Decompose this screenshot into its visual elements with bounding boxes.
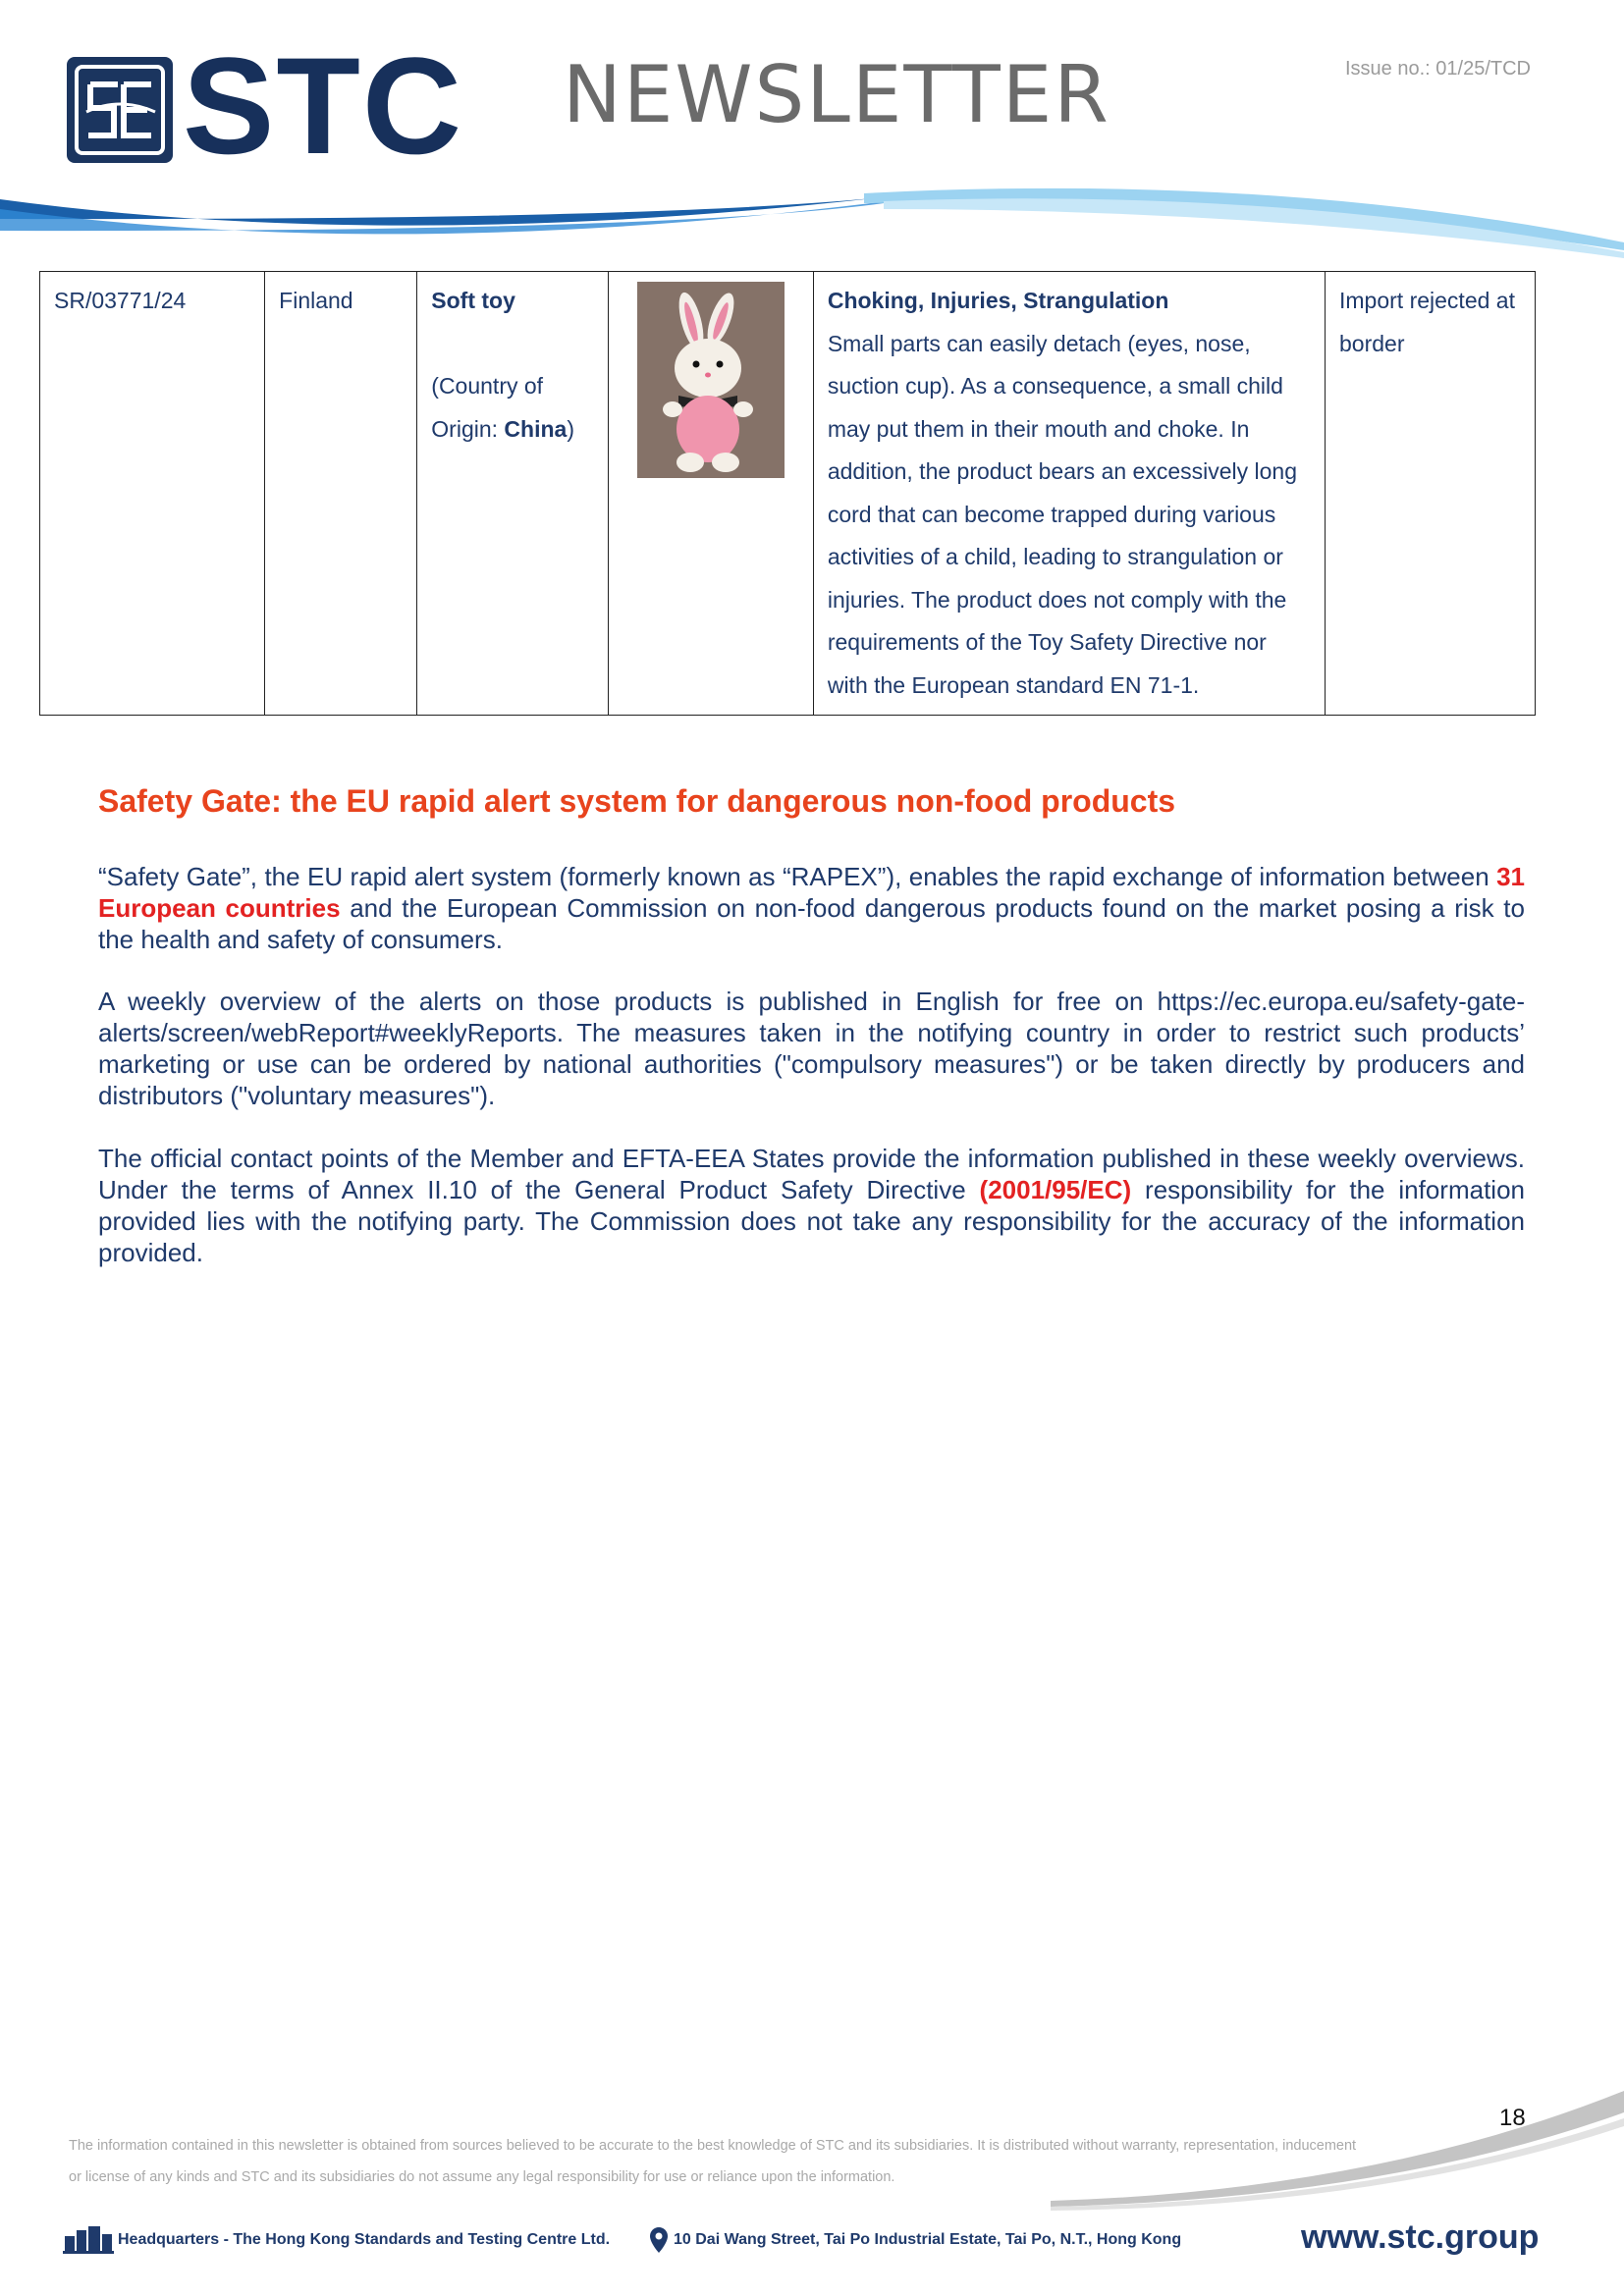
section-heading: Safety Gate: the EU rapid alert system for dangerous non-food products [98,783,1176,819]
notifying-country: Finland [265,272,417,716]
origin-country: China [504,415,568,442]
intro-paragraph [98,861,1525,955]
table-row [40,272,1536,716]
weekly-overview-paragraph: A weekly overview of the alerts on those products is published in English for free on https://ec.europa.eu/safety-gate-alerts/screen/webReport#weeklyReports. The measures taken in the notifying country in order to restrict such products’ marketing or use can be ordered by national authorities ("compulsory measures") or be taken directly by producers and distributors ("voluntary measures"). [98,987,1525,1110]
risk-cell [813,272,1325,716]
measures-taken: Import rejected at border [1326,272,1536,716]
intro-text-end: and the European Commission on non-food dangerous products found on the market posing a risk to the health and safety of consumers. [98,893,1525,954]
product-image-cell [608,272,813,716]
origin-prefix: (Country of Origin: [431,373,544,442]
page-number: 18 [1499,2105,1526,2131]
contact-text-end: responsibility for the information provided lies with the notifying party. The Commission does not take any responsibility for the accuracy of the information provided. [98,1175,1525,1267]
plush-rabbit-icon [637,282,785,478]
directive-highlight: (2001/95/EC) [979,1175,1132,1204]
intro-text-start: “Safety Gate”, the EU rapid alert system (formerly known as “RAPEX”), enables the rapid exchange of information between [98,862,1497,891]
product-cell [417,272,609,716]
countries-highlight: 31 European countries [98,862,1525,923]
headquarters-address: 10 Dai Wang Street, Tai Po Industrial Estate, Tai Po, N.T., Hong Kong [674,2231,1182,2248]
website-link[interactable]: www.stc.group [1301,2218,1540,2256]
risk-description: Small parts can easily detach (eyes, nose, suction cup). As a consequence, a small child may put them in their mouth and choke. In addition, the product bears an excessively long cord that can become trapped during various activities of a child, leading to strangulation or injuries. The product does not comply with the requirements of the Toy Safety Directive nor with the European standard EN 71-1. [827,330,1298,698]
contact-text-start: The official contact points of the Member and EFTA-EEA States provide the information published in these weekly overviews. Under the terms of Annex II.10 of the General Product Safety Directive [98,1144,1525,1204]
location-pin-icon [650,2227,668,2253]
contact-points-paragraph [98,1143,1525,1268]
disclaimer: The information contained in this newsletter is obtained from sources believed to be accurate to the best knowledge of STC and its subsidiaries. It is distributed without warranty, representation, inducement or license of any kinds and STC and its subsidiaries do not assume any legal responsibility for use or reliance upon the information. [69,2138,1357,2185]
issue-number: Issue no.: 01/25/TCD [1345,58,1531,80]
product-name: Soft toy [431,288,515,313]
header-wave-decoration [0,182,1624,270]
stc-logo-mark [67,57,173,163]
stc-logo-text: STC [183,28,463,183]
origin-suffix: ) [567,415,574,442]
product-photo [637,282,785,478]
alert-table [39,271,1536,716]
logo-emblem-icon [67,57,173,163]
headquarters-label: Headquarters - The Hong Kong Standards and Testing Centre Ltd. [118,2231,611,2248]
newsletter-title: NEWSLETTER [563,49,1110,140]
headquarters-building-icon [63,2224,114,2254]
alert-reference: SR/03771/24 [40,272,265,716]
risk-title: Choking, Injuries, Strangulation [827,288,1169,313]
